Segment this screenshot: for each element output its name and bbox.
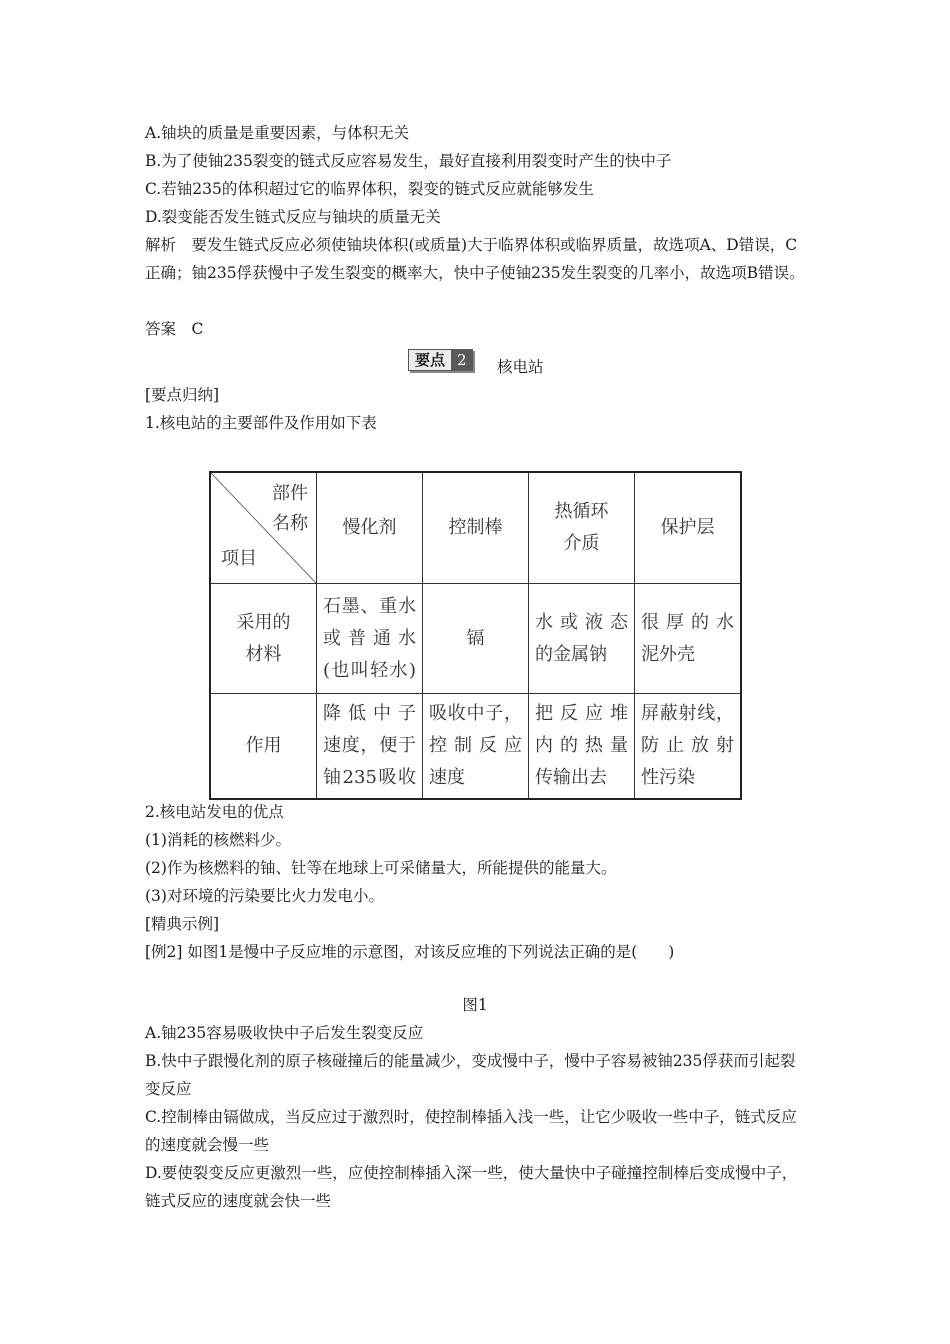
cell-shield-function [635, 694, 742, 800]
header-coolant [529, 472, 635, 584]
cell-text: 把反应堆 [535, 703, 628, 724]
header-text: 慢化剂 [342, 517, 397, 538]
row-label-text: 采用的 [236, 611, 291, 633]
q2-option-a: A.铀235容易吸收快中子后发生裂变反应 [145, 1024, 424, 1042]
table-row-materials [210, 584, 741, 694]
q2-option-d: D.要使裂变反应更激烈一些，应使控制棒插入深一些，使大量快中子碰撞控制棒后变成慢中子，链式反应的速度就会快一些 [145, 1164, 798, 1210]
cell-text: 防止放射 [641, 735, 734, 756]
cell-text: 泥外壳 [641, 643, 695, 665]
cell-text: 很厚的水 [641, 611, 734, 633]
q1-option-c: C.若铀235的体积超过它的临界体积，裂变的链式反应就能够发生 [145, 180, 594, 198]
cell-text: 石墨、重水 [323, 595, 416, 617]
header-moderator [317, 472, 423, 584]
cell-shield-material [635, 584, 742, 694]
section-badge [408, 349, 473, 371]
cell-text: 或普通水 [323, 627, 416, 649]
item-2-heading: 2.核电站发电的优点 [145, 803, 284, 821]
section-title: 核电站 [497, 358, 544, 376]
row-label-text: 作用 [245, 735, 282, 756]
cell-moderator-material [317, 584, 423, 694]
cell-coolant-material [529, 584, 635, 694]
components-table [209, 471, 742, 800]
row-label-text: 材料 [245, 643, 282, 665]
cell-text: 内的热量 [535, 735, 628, 756]
section-badge-number: 2 [451, 349, 473, 371]
cell-text: 吸收中子， [429, 703, 522, 724]
cell-coolant-function [529, 694, 635, 800]
item-1-heading: 1.核电站的主要部件及作用如下表 [145, 414, 377, 432]
corner-label-parts: 部件 [272, 483, 308, 504]
corner-label-name: 名称 [272, 513, 308, 534]
q2-option-c: C.控制棒由镉做成，当反应过于激烈时，使控制棒插入浅一些，让它少吸收一些中子，链式反应的速度就会慢一些 [145, 1108, 797, 1154]
header-text: 保护层 [660, 517, 715, 538]
header-control-rod [423, 472, 529, 584]
cell-text: 性污染 [641, 767, 695, 788]
summary-heading: [要点归纳] [145, 386, 220, 404]
cell-text: 传输出去 [535, 767, 607, 788]
cell-text: 速度，便于 [323, 735, 416, 756]
cell-text: 控制反应 [429, 735, 522, 756]
row-label-materials [210, 584, 317, 694]
figure-caption: 图1 [462, 996, 488, 1014]
cell-text: 屏蔽射线， [641, 703, 734, 724]
cell-text: 降低中子 [323, 703, 416, 724]
cell-text: 水或液态 [535, 611, 628, 633]
table-header-row [210, 472, 741, 584]
cell-text: 速度 [429, 767, 465, 788]
table-row-function [210, 694, 741, 800]
corner-label-item: 项目 [221, 548, 257, 569]
section-badge-label: 要点 [408, 349, 451, 371]
header-shield [635, 472, 742, 584]
cell-control-rod-function [423, 694, 529, 800]
table-corner-cell [210, 472, 317, 584]
row-label-function [210, 694, 317, 800]
cell-text: 镉 [466, 627, 485, 649]
q1-option-a: A.铀块的质量是重要因素，与体积无关 [145, 124, 410, 142]
cell-text: (也叫轻水) [323, 659, 416, 681]
cell-text: 铀235吸收 [323, 767, 416, 788]
header-text: 控制棒 [448, 517, 503, 538]
cell-text: 的金属钠 [535, 643, 607, 665]
q1-option-b: B.为了使铀235裂变的链式反应容易发生，最好直接利用裂变时产生的快中子 [145, 152, 672, 170]
advantage-2: (2)作为核燃料的铀、钍等在地球上可采储量大，所能提供的能量大。 [145, 859, 617, 877]
example-heading: [精典示例] [145, 915, 220, 933]
header-text: 热循环 [554, 501, 609, 522]
example-2-question: [例2] 如图1是慢中子反应堆的示意图，对该反应堆的下列说法正确的是( ) [145, 943, 675, 961]
q1-option-d: D.裂变能否发生链式反应与铀块的质量无关 [145, 208, 441, 226]
q2-option-b: B.快中子跟慢化剂的原子核碰撞后的能量减少，变成慢中子，慢中子容易被铀235俘获而引起裂变反应 [145, 1052, 796, 1098]
header-text: 介质 [563, 533, 600, 554]
cell-control-rod-material [423, 584, 529, 694]
q1-analysis: 解析 要发生链式反应必须使铀块体积(或质量)大于临界体积或临界质量，故选项A、D错误，C正确；铀235俘获慢中子发生裂变的概率大，快中子使铀235发生裂变的几率小，故选项B错误。 [145, 236, 805, 282]
advantage-3: (3)对环境的污染要比火力发电小。 [145, 887, 384, 905]
q1-answer: 答案 C [145, 320, 204, 338]
advantage-1: (1)消耗的核燃料少。 [145, 831, 291, 849]
cell-moderator-function [317, 694, 423, 800]
